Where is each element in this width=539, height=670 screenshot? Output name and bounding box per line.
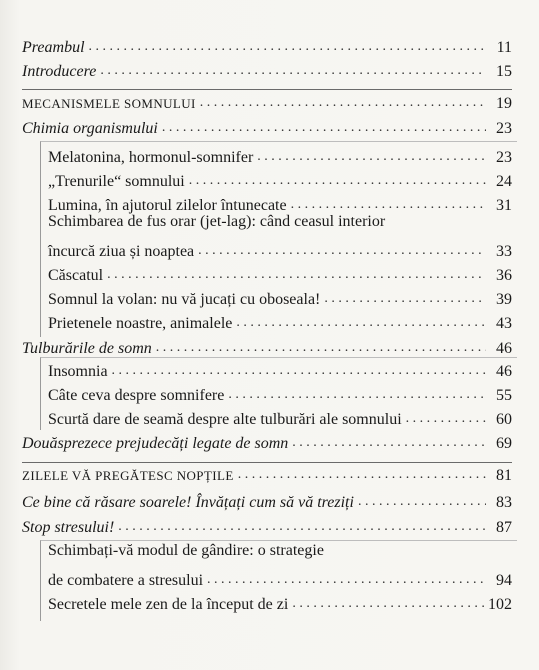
toc-entry-secretele — [48, 590, 512, 614]
toc-entry-insomnia — [48, 357, 512, 381]
entry-title: Preambul — [22, 39, 85, 56]
dot-leader — [198, 244, 486, 258]
page-number: 33 — [496, 243, 512, 260]
page-number: 23 — [496, 149, 512, 166]
part-title: MECANISMELE SOMNULUI — [22, 96, 196, 111]
toc-entry-schimbati-line1 — [48, 542, 512, 566]
page-number: 23 — [496, 120, 512, 137]
entry-title: Tulburările de somn — [22, 340, 152, 357]
dot-leader — [162, 121, 486, 135]
dot-leader — [358, 495, 486, 509]
entry-title: Schimbarea de fus orar (jet-lag): când ceasul interior — [48, 213, 386, 230]
dot-leader — [292, 597, 484, 611]
page-number: 94 — [496, 572, 512, 589]
page-number: 102 — [488, 596, 512, 613]
entry-title-continued: de combatere a stresului — [48, 572, 204, 589]
page-number: 83 — [496, 494, 512, 511]
toc-entry-trenurile — [48, 167, 512, 191]
dot-leader — [291, 198, 486, 212]
page-number: 46 — [496, 340, 512, 357]
entry-title: Chimia organismului — [22, 120, 158, 137]
toc-entry-somnifere — [48, 381, 512, 405]
toc-entry-schimbati — [48, 566, 512, 590]
entry-title: Insomnia — [48, 363, 108, 380]
toc-entry-tulburarile — [22, 334, 512, 358]
toc-entry-schimbarea — [48, 237, 512, 261]
dot-leader — [100, 64, 486, 78]
entry-title: „Trenurile“ somnului — [48, 173, 185, 190]
toc-entry-douasprezece — [22, 429, 512, 453]
page-number: 31 — [496, 197, 512, 214]
page-number: 46 — [496, 363, 512, 380]
page-number: 11 — [496, 39, 512, 56]
entry-title: Schimbați-vă modul de gândire: o strategie — [48, 542, 324, 559]
page-number: 15 — [496, 63, 512, 80]
dot-leader — [89, 40, 486, 54]
toc-entry-scurta-dare — [48, 405, 512, 429]
entry-title: Scurtă dare de seamă despre alte tulburări ale somnului — [48, 411, 402, 428]
page-number: 36 — [496, 267, 512, 284]
entry-title: Secretele mele zen de la început de zi — [48, 596, 289, 613]
dot-leader — [236, 316, 486, 330]
toc-entry-somnul-la-volan — [48, 285, 512, 309]
page-number: 87 — [496, 519, 512, 536]
entry-title-continued: încurcă ziua și noaptea — [48, 243, 195, 260]
page-number: 19 — [496, 95, 512, 112]
page-number: 39 — [496, 291, 512, 308]
page-number: 55 — [496, 387, 512, 404]
entry-title: Câte ceva despre somnifere — [48, 387, 225, 404]
dot-leader — [257, 150, 486, 164]
dot-leader — [107, 268, 486, 282]
entry-title: Ce bine că răsare soarele! Învățați cum să vă treziți — [22, 494, 354, 511]
dot-leader — [189, 174, 486, 188]
entry-title: Căscatul — [48, 267, 104, 284]
entry-title: Lumina, în ajutorul zilelor întunecate — [48, 197, 287, 214]
page-number: 24 — [496, 173, 512, 190]
entry-title: Douăsprezece prejudecăți legate de somn — [22, 435, 289, 452]
dot-leader — [112, 364, 486, 378]
page-number: 60 — [496, 411, 512, 428]
toc-entry-schimbarea-line1 — [48, 213, 512, 237]
toc-part-zilele — [22, 461, 512, 485]
dot-leader — [406, 412, 486, 426]
page-number: 69 — [496, 435, 512, 452]
page-number: 43 — [496, 315, 512, 332]
toc-entry-chimia — [22, 114, 512, 138]
dot-leader — [207, 573, 486, 587]
part-title: ZILELE VĂ PREGĂTESC NOPȚILE — [22, 468, 234, 483]
toc-entry-preambul — [22, 33, 512, 57]
toc-part-mecanismele — [22, 89, 512, 113]
toc-entry-ce-bine — [22, 488, 512, 512]
dot-leader — [228, 388, 486, 402]
entry-title: Introducere — [22, 63, 97, 80]
entry-title: Melatonina, hormonul-somnifer — [48, 149, 254, 166]
toc-entry-melatonina — [48, 143, 512, 167]
entry-title: Stop stresului! — [22, 519, 115, 536]
entry-title: Prietenele noastre, animalele — [48, 315, 233, 332]
toc-entry-cascatul — [48, 261, 512, 285]
dot-leader — [118, 520, 486, 534]
dot-leader — [292, 436, 486, 450]
toc-entry-prietenele — [48, 309, 512, 333]
dot-leader — [238, 468, 486, 482]
dot-leader — [156, 341, 486, 355]
toc-entry-introducere — [22, 57, 512, 81]
toc-entry-stop-stresului — [22, 513, 512, 537]
dot-leader — [324, 292, 486, 306]
entry-title: Somnul la volan: nu vă jucați cu oboseala! — [48, 291, 321, 308]
page-number: 81 — [496, 467, 512, 484]
toc-entry-lumina — [48, 191, 512, 215]
dot-leader — [200, 96, 486, 110]
